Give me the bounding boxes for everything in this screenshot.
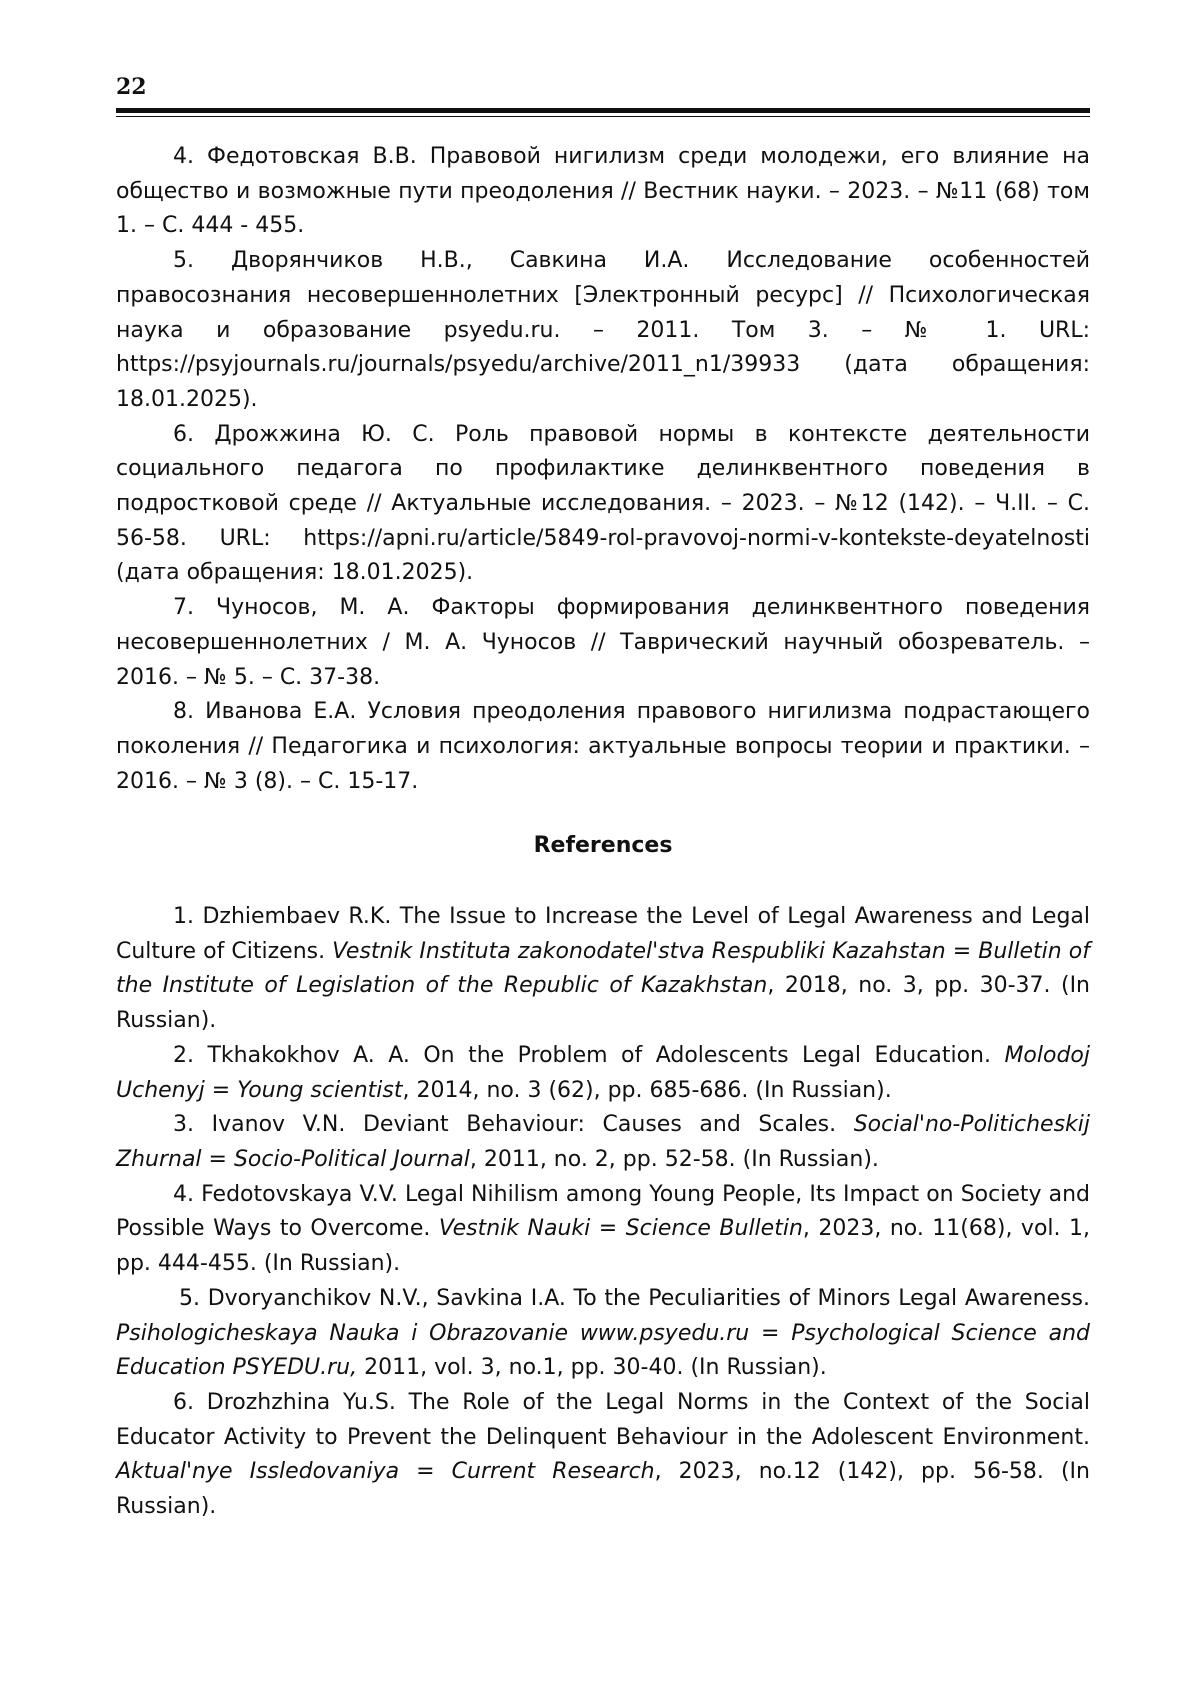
reference-text — [116, 1112, 1090, 1172]
reference-item — [116, 1282, 1090, 1386]
page-content — [116, 140, 1090, 1525]
reference-segment: Tkhakokhov A. A. On the Problem of Adolescents Legal Education. — [207, 1042, 1005, 1068]
reference-segment: , 2018, no. 3, pp. 30-37. (In Russian). — [116, 973, 1090, 1034]
reference-number: 8. — [173, 699, 194, 725]
reference-text — [116, 1182, 1090, 1276]
header-rule — [116, 108, 1090, 113]
reference-segment: , 2011, no. 2, pp. 52-58. (In Russian). — [469, 1146, 879, 1172]
reference-item — [116, 1108, 1090, 1177]
page-number: 22 — [116, 74, 147, 100]
reference-source-title: Vestnik Instituta zakonodatel'stva Respubliki Kazahstan = Bulletin of the Institute of Legislation of the Republic of Kazakhstan — [116, 938, 1090, 999]
reference-number: 4. — [173, 1181, 194, 1207]
reference-segment: Дворянчиков Н.В., Савкина И.А. Исследование особенностей правосознания несовершеннолетних [Электронный ресурс] // Психологическая наука и образование psyedu.ru. – 2011. Том 3. – № 1. URL: https://psyjournals.ru/journals/psyedu/archive/2011_n1/39933 (дата обращения: 18.01.2025). — [116, 248, 1090, 412]
reference-number: 4. — [173, 144, 194, 169]
reference-segment: Чуносов, М. А. Факторы формирования делинквентного поведения несовершеннолетних / М. А. Чуносов // Таврический научный обозреватель. – 2016. – № 5. – С. 37-38. — [116, 595, 1090, 690]
reference-number: 6. — [173, 421, 194, 447]
russian-reference-list — [116, 140, 1090, 799]
reference-source-title: Vestnik Nauki = Science Bulletin — [438, 1216, 803, 1242]
reference-item — [116, 244, 1090, 418]
reference-text — [116, 248, 1090, 412]
reference-item — [116, 140, 1090, 244]
reference-segment: , 2023, no. 11(68), vol. 1, pp. 444-455. (In Russian). — [116, 1216, 1090, 1277]
reference-text — [116, 422, 1090, 586]
reference-segment: 2011, vol. 3, no.1, pp. 30-40. (In Russian). — [357, 1355, 827, 1381]
reference-source-title: Social'no-Politicheskij Zhurnal = Socio-Political Journal — [116, 1112, 1090, 1172]
reference-number: 6. — [173, 1389, 194, 1415]
reference-number: 2. — [173, 1042, 194, 1068]
reference-text — [116, 1286, 1090, 1380]
reference-segment: Dzhiembaev R.K. The Issue to Increase the Level of Legal Awareness and Legal Culture of Citizens. — [116, 904, 1091, 964]
english-reference-list — [116, 900, 1090, 1525]
reference-number: 3. — [173, 1112, 194, 1138]
reference-segment: , 2023, no.12 (142), pp. 56-58. (In Russian). — [116, 1459, 1090, 1520]
reference-source-title: Molodoj Uchenyj = Young scientist — [116, 1042, 1090, 1103]
reference-segment: Иванова Е.А. Условия преодоления правового нигилизма подрастающего поколения // Педагогика и психология: актуальные вопросы теории и практики. – 2016. – № 3 (8). – С. 15-17. — [116, 699, 1090, 794]
reference-segment: Дрожжина Ю. С. Роль правовой нормы в контексте деятельности социального педагога по профилактике делинквентного поведения в подростковой среде // Актуальные исследования. – 2023. – №12 (142). – Ч.II. – С. 56-58. URL: https://apni.ru/article/5849-rol-pravovoj-normi-v-kontekste-deyatelnosti (дата обращения: 18.01.2025). — [116, 421, 1091, 586]
reference-number: 1. — [173, 904, 194, 930]
reference-text — [116, 144, 1090, 238]
reference-item — [116, 695, 1090, 799]
reference-segment: Dvoryanchikov N.V., Savkina I.A. To the Peculiarities of Minors Legal Awareness. — [207, 1285, 1090, 1311]
reference-source-title: Psihologicheskaya Nauka i Obrazovanie www.psyedu.ru = Psychological Science and Education PSYEDU.ru, — [116, 1320, 1090, 1381]
reference-segment: Ivanov V.N. Deviant Behaviour: Causes and Scales. — [211, 1112, 854, 1138]
reference-item — [116, 1178, 1090, 1282]
reference-source-title: Aktual'nye Issledovaniya = Current Research — [116, 1459, 655, 1485]
reference-number: 5. — [179, 1285, 200, 1311]
reference-item — [116, 1039, 1090, 1108]
references-heading: References — [533, 833, 673, 859]
header-rule-thin — [116, 116, 1090, 117]
reference-text — [116, 1043, 1090, 1103]
reference-segment: Drozhzhina Yu.S. The Role of the Legal Norms in the Context of the Social Educator Activity to Prevent the Delinquent Behaviour in the Adolescent Environment. — [116, 1389, 1090, 1450]
reference-number: 7. — [173, 595, 194, 621]
reference-item — [116, 591, 1090, 695]
reference-text — [116, 699, 1090, 793]
reference-text — [116, 1390, 1090, 1519]
reference-text — [116, 904, 1090, 1033]
reference-segment: Fedotovskaya V.V. Legal Nihilism among Young People, Its Impact on Society and Possible Ways to Overcome. — [116, 1181, 1090, 1242]
reference-number: 5. — [173, 248, 194, 274]
reference-text — [116, 595, 1090, 689]
reference-item — [116, 418, 1090, 592]
reference-segment: , 2014, no. 3 (62), pp. 685-686. (In Russian). — [402, 1077, 892, 1103]
reference-item — [116, 1386, 1090, 1525]
reference-segment: Федотовская В.В. Правовой нигилизм среди молодежи, его влияние на общество и возможные пути преодоления // Вестник науки. – 2023. – №11 (68) том 1. – С. 444 - 455. — [116, 144, 1090, 239]
reference-item — [116, 900, 1090, 1039]
